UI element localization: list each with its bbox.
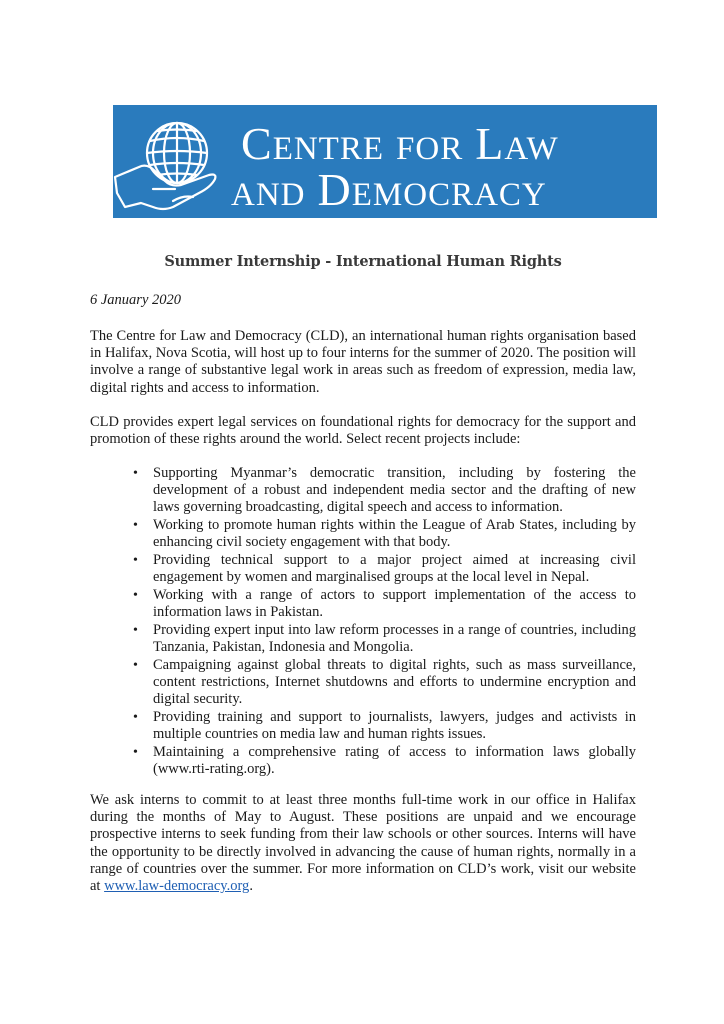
intro-paragraph: The Centre for Law and Democracy (CLD), an international human rights organisation based in Halifax, Nova Scotia, will host up to four interns for the summer of 2020. The position will involve a range of substantive legal work in areas such as freedom of expression, media law, digital rights and access to information.: [90, 328, 636, 396]
bullet-icon: •: [133, 657, 138, 673]
bullet-icon: •: [133, 744, 138, 760]
list-item: • Working with a range of actors to support implementation of the access to information laws in Pakistan.: [133, 586, 636, 621]
list-item: • Supporting Myanmar’s democratic transition, including by fostering the development of a robust and independent media sector and the drafting of new laws governing broadcasting, digital speech and access to information.: [133, 465, 636, 516]
document-title: Summer Internship - International Human Rights: [164, 253, 562, 270]
closing-paragraph: We ask interns to commit to at least three months full-time work in our office in Halifax during the months of May to August. These positions are unpaid and we encourage prospective interns to seek funding from their law schools or other sources. Interns will have the opportunity to be directly involved in advancing the cause of human rights, normally in a range of countries over the summer. For more information on CLD’s work, visit our website at www.law-democracy.org.: [90, 792, 636, 895]
website-link[interactable]: www.law-democracy.org: [104, 878, 250, 895]
services-paragraph: CLD provides expert legal services on foundational rights for democracy for the support and promotion of these rights around the world. Select recent projects include:: [90, 414, 636, 448]
list-item: • Providing expert input into law reform processes in a range of countries, including Tanzania, Pakistan, Indonesia and Mongolia.: [133, 621, 636, 656]
list-item: • Campaigning against global threats to digital rights, such as mass surveillance, content restrictions, Internet shutdowns and efforts to undermine encryption and digital security.: [133, 656, 636, 708]
brand-line-1: CENTRE FOR LAW: [241, 118, 559, 169]
bullet-icon: •: [133, 587, 138, 603]
bullet-icon: •: [133, 622, 138, 638]
bullet-icon: •: [133, 709, 138, 725]
list-item: • Maintaining a comprehensive rating of access to information laws globally (www.rti-rating.org).: [133, 743, 636, 777]
projects-list: [90, 465, 636, 779]
brand-line-2: AND DEMOCRACY: [231, 164, 547, 215]
list-item: • Providing technical support to a major project aimed at increasing civil engagement by women and marginalised groups at the local level in Nepal.: [133, 552, 636, 586]
list-item: • Working to promote human rights within the League of Arab States, including by enhancing civil society engagement with that body.: [133, 517, 636, 551]
list-item: • Providing training and support to journalists, lawyers, judges and activists in multiple countries on media law and human rights issues.: [133, 708, 636, 743]
globe-in-hand-icon: [113, 115, 223, 215]
header-banner: [113, 105, 657, 218]
bullet-icon: •: [133, 518, 138, 534]
bullet-icon: •: [133, 466, 138, 481]
bullet-icon: •: [133, 553, 138, 569]
document-date: 6 January 2020: [90, 292, 182, 308]
